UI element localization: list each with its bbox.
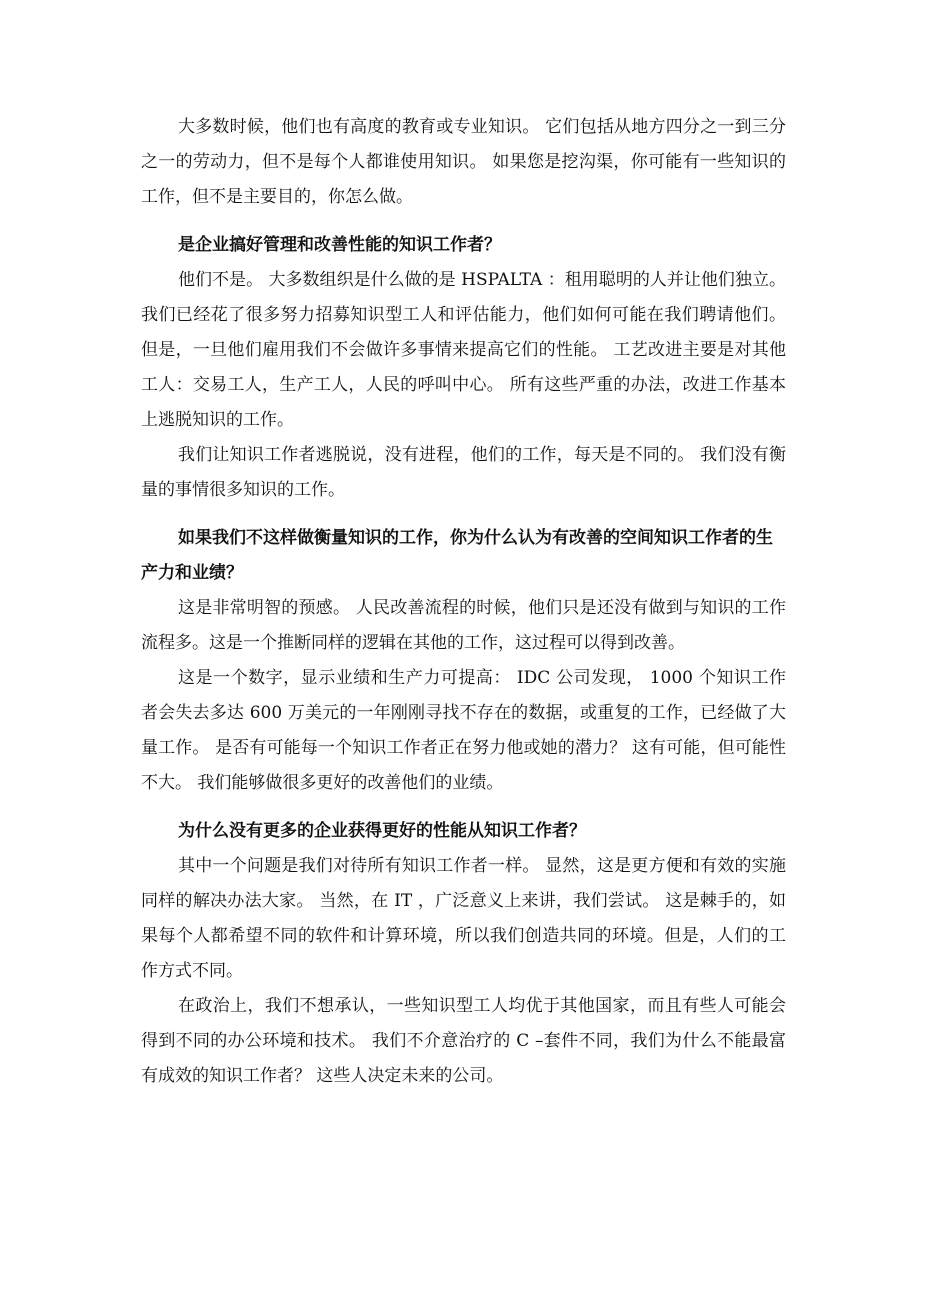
section-heading: 如果我们不这样做衡量知识的工作，你为什么认为有改善的空间知识工作者的生产力和业绩？ [141,528,773,583]
body-paragraph: 其中一个问题是我们对待所有知识工作者一样。 显然，这是更方便和有效的实施同样的解决办法大家。 当然，在 IT ，广泛意义上来讲，我们尝试。 这是棘手的，如果每个人都希望不同的软件和计算环境，所以我们创造共同的环境。但是，人们的工作方式不同。 [141,856,786,981]
body-paragraph: 这是一个数字，显示业绩和生产力可提高： IDC 公司发现， 1000 个知识工作者会失去多达 600 万美元的一年刚刚寻找不存在的数据，或重复的工作，已经做了大量工作。 是否有可能每一个知识工作者正在努力他或她的潜力？ 这有可能，但可能性不大。 我们能够做很多更好的改善他们的业绩。 [141,668,786,793]
section-heading: 为什么没有更多的企业获得更好的性能从知识工作者？ [178,821,586,841]
body-paragraph: 大多数时候，他们也有高度的教育或专业知识。 它们包括从地方四分之一到三分之一的劳动力，但不是每个人都谁使用知识。 如果您是挖沟渠，你可能有一些知识的工作，但不是主要目的，你怎么做。 [141,117,786,207]
body-paragraph: 他们不是。 大多数组织是什么做的是 HSPALTA ：租用聪明的人并让他们独立。 我们已经花了很多努力招募知识型工人和评估能力，他们如何可能在我们聘请他们。 但是，一旦他们雇用我们不会做许多事情来提高它们的性能。 工艺改进主要是对其他工人：交易工人，生产工人，人民的呼叫中心。 所有这些严重的办法，改进工作基本上逃脱知识的工作。 [141,270,786,430]
document-page [141,110,786,1094]
body-paragraph: 在政治上，我们不想承认，一些知识型工人均优于其他国家，而且有些人可能会得到不同的办公环境和技术。 我们不介意治疗的 C –套件不同，我们为什么不能最富有成效的知识工作者？ 这些人决定未来的公司。 [141,996,786,1086]
body-paragraph: 这是非常明智的预感。 人民改善流程的时候，他们只是还没有做到与知识的工作流程多。这是一个推断同样的逻辑在其他的工作，这过程可以得到改善。 [141,598,786,653]
section-heading: 是企业搞好管理和改善性能的知识工作者？ [178,235,501,255]
spacer [141,801,786,814]
body-paragraph: 我们让知识工作者逃脱说，没有进程，他们的工作，每天是不同的。 我们没有衡量的事情很多知识的工作。 [141,445,786,500]
spacer [141,215,786,228]
spacer [141,508,786,521]
